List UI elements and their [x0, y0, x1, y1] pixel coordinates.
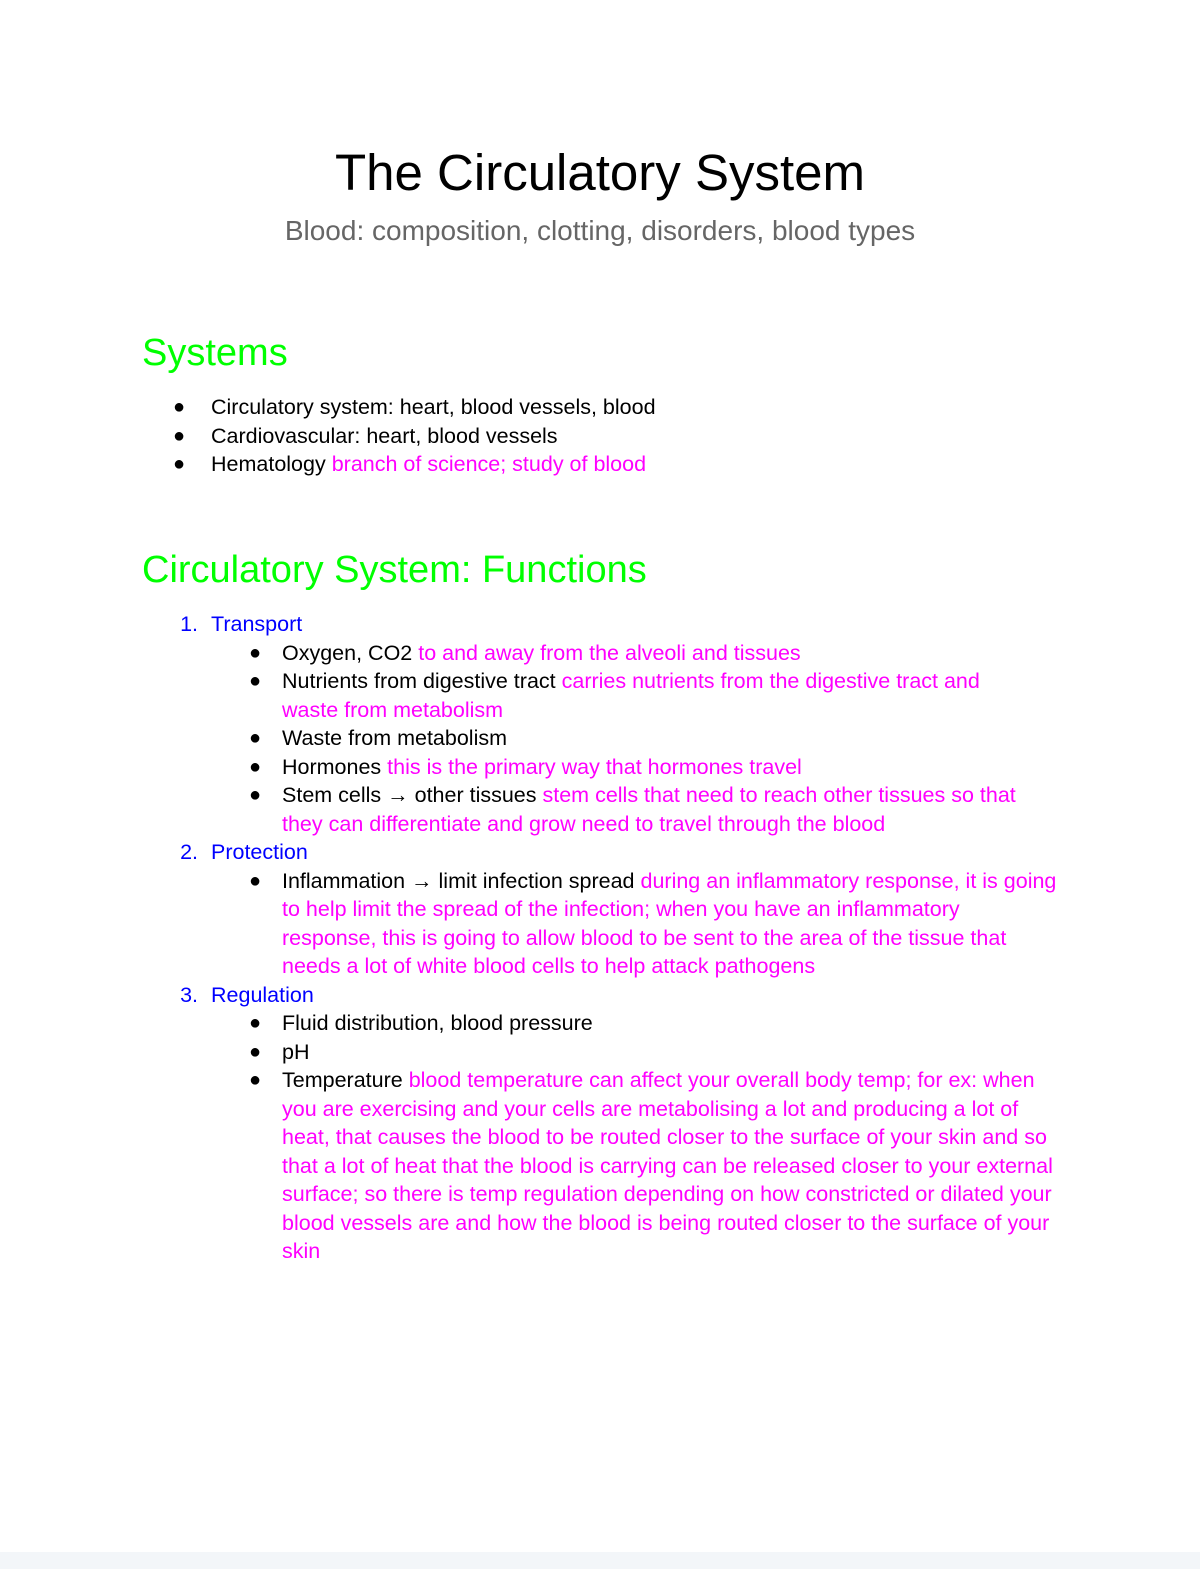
group-label: Regulation [211, 982, 314, 1007]
list-item [0, 422, 1200, 451]
group-label: Protection [211, 840, 308, 864]
item-text: Temperature [282, 1068, 403, 1092]
bullet-icon: ● [248, 727, 262, 749]
list-item [0, 781, 1200, 838]
list-item [0, 753, 1200, 782]
item-text: Cardiovascular: heart, blood vessels [211, 423, 558, 448]
item-text: Waste from metabolism [282, 726, 508, 750]
item-text: Fluid distribution, blood pressure [282, 1011, 593, 1035]
list-item [0, 1009, 1200, 1038]
bullet-icon: ● [248, 1012, 262, 1034]
bullet-icon: ● [172, 453, 186, 475]
bullet-icon: ● [248, 784, 262, 806]
item-note: stem cells that need to reach other tissues so that they can differentiate and grow need to travel through the blood [282, 783, 1016, 836]
list-number: 3. [180, 982, 198, 1007]
item-text: Hematology [211, 452, 326, 476]
bullet-icon: ● [172, 424, 186, 447]
list-item [0, 867, 1200, 981]
numbered-item-regulation [0, 981, 1200, 1010]
list-item [0, 450, 1200, 479]
item-note: blood temperature can affect your overall body temp; for ex: when you are exercising and your cells are metabolising a lot and producing a lot of heat, that causes the blood to be routed closer to the surface of your skin and so that a lot of heat that the blood is carrying can be released closer to your external surface; so there is temp regulation depending on how constricted or dilated your blood vessels are and how the blood is being routed closer to the surface of your skin [282, 1068, 1053, 1263]
functions-list [0, 610, 1200, 1266]
item-note: this is the primary way that hormones travel [387, 754, 802, 779]
bullet-icon: ● [248, 641, 262, 664]
bullet-icon: ● [248, 670, 262, 692]
numbered-item-protection [0, 838, 1200, 867]
numbered-item-transport [0, 610, 1200, 639]
item-text: Inflammation → limit infection spread [282, 868, 635, 893]
list-number: 2. [180, 840, 198, 864]
bullet-icon: ● [248, 1069, 262, 1091]
group-label: Transport [211, 612, 303, 636]
bullet-icon: ● [248, 1040, 262, 1063]
bullet-icon: ● [248, 869, 262, 892]
item-note: branch of science; study of blood [331, 452, 647, 476]
functions-heading: Circulatory System: Functions [142, 549, 647, 591]
list-item [0, 1066, 1200, 1266]
list-item [0, 724, 1200, 753]
list-item [0, 393, 1200, 422]
systems-heading: Systems [142, 332, 288, 374]
page-bottom-edge [0, 1552, 1200, 1569]
list-number: 1. [180, 612, 198, 636]
bullet-icon: ● [172, 396, 186, 418]
item-text: pH [282, 1039, 310, 1064]
systems-list [0, 393, 1200, 479]
item-text: Nutrients from digestive tract [282, 669, 556, 693]
item-note: during an inflammatory response, it is going to help limit the spread of the infection; when you have an inflammatory response, this is going to allow blood to be sent to the area of the tissue that needs a lot of white blood cells to help attack pathogens [282, 868, 1057, 978]
item-text: Oxygen, CO2 [282, 640, 413, 665]
item-text: Stem cells → other tissues [282, 783, 537, 807]
item-note: carries nutrients from the digestive tract and waste from metabolism [282, 669, 980, 722]
document-subtitle: Blood: composition, clotting, disorders, blood types [284, 215, 916, 246]
item-text: Circulatory system: heart, blood vessels, blood [211, 395, 656, 419]
list-item [0, 1038, 1200, 1067]
bullet-icon: ● [248, 755, 262, 778]
item-note: to and away from the alveoli and tissues [418, 640, 801, 665]
document-title: The Circulatory System [335, 144, 865, 201]
list-item [0, 667, 1200, 724]
list-item [0, 639, 1200, 668]
item-text: Hormones [282, 754, 382, 779]
